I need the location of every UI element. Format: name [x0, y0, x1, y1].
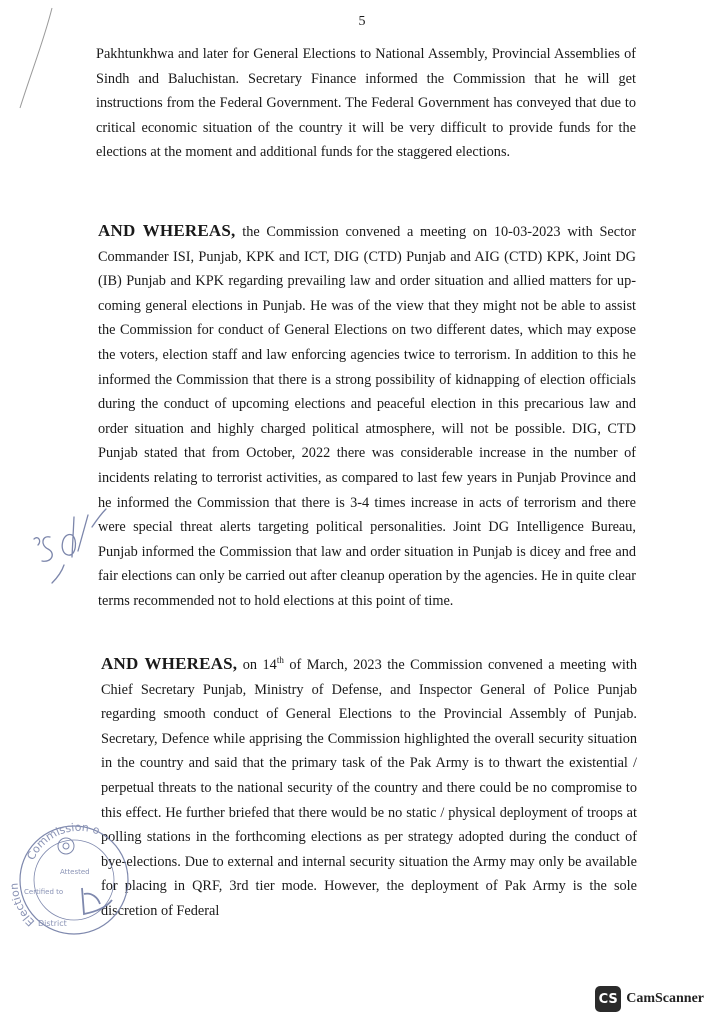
camscanner-watermark [595, 986, 704, 1012]
ordinal-suffix: th [276, 655, 284, 666]
paragraph-continuation [96, 42, 636, 165]
paragraph-heading: AND WHEREAS, [101, 654, 238, 673]
stamp-left-text: Election [8, 882, 38, 929]
margin-scan-line [0, 0, 60, 120]
paragraph-text: the Commission convened a meeting on 10-03-2023 with Sector Commander ISI, Punjab, KPK and ICT, DIG (CTD) Punjab and AIG (CTD) KPK, Joint DG (IB) Punjab and KPK regarding prevailing law and order situation and allied matters for up-coming general elections in Punjab. He was of the view that they might not be able to assist the Commission for conduct of General Elections on two different dates, which may expose the voters, election staff and law enforcing agencies twice to terrorism. In addition to this he informed the Commission that there is a strong possibility of kidnapping of election officials during the conduct of upcoming elections and peaceful election in this precarious law and order situation and highly charged political atmosphere, will not be possible. DIG, CTD Punjab stated that from October, 2022 there was considerable increase in the number of incidents relating to terrorist activities, as compared to last few years in Punjab Province and he informed the Commission that there is 3-4 times increase in acts of terrorism and there were special threat alerts targeting political personalities. Joint DG Intelligence Bureau, Punjab informed the Commission that law and order situation in Punjab is dicey and free and fair elections can only be carried out after cleanup operation by the agencies. He in quite clear terms recommended not to hold elections at this point of time. [98, 224, 636, 609]
camscanner-logo-icon: CS [595, 986, 621, 1012]
stamp-bottom-text: District [38, 919, 67, 928]
stamp-top-text: Commission o [24, 820, 102, 863]
official-stamp [8, 812, 138, 942]
camscanner-label: CamScanner [626, 991, 704, 1006]
handwritten-signature [28, 495, 118, 585]
paragraph-and-whereas-1 [98, 219, 636, 614]
stamp-middle-text: Attested [60, 868, 90, 876]
stamp-lower-text: Certified to [24, 888, 64, 896]
paragraph-text: of March, 2023 the Commission convened a meeting with Chief Secretary Punjab, Ministry of Defense, and Inspector General of Police Punjab regarding smooth conduct of General Elections to the Provincial Assembly of Punjab. Secretary, Defence while apprising the Commission highlighted the overall security situation in the country and said that the primary task of the Pak Army is to thwart the existential / perpetual threats to the national security of the country and there could be no compromise to this effect. He further briefed that there would be no static / physical deployment of troops at polling stations in the forthcoming elections as per strategy adopted during the conduct of bye-elections. Due to external and internal security situation the Army may only be available for placing in QRF, 3rd tier mode. However, the deployment of Pak Army is the sole discretion of Federal [101, 657, 638, 919]
page-number: 5 [358, 14, 366, 29]
paragraph-heading: AND WHEREAS, [98, 221, 236, 240]
paragraph-date-prefix: on 14 [242, 657, 277, 673]
paragraph-and-whereas-2 [101, 652, 637, 924]
paragraph-text: Pakhtunkhwa and later for General Elections to National Assembly, Provincial Assemblies of Sindh and Baluchistan. Secretary Finance informed the Commission that he will get instructions from the Federal Government. The Federal Government has conveyed that due to critical economic situation of the country it will be very difficult to provide funds for the elections at the moment and additional funds for the staggered elections. [96, 46, 636, 161]
